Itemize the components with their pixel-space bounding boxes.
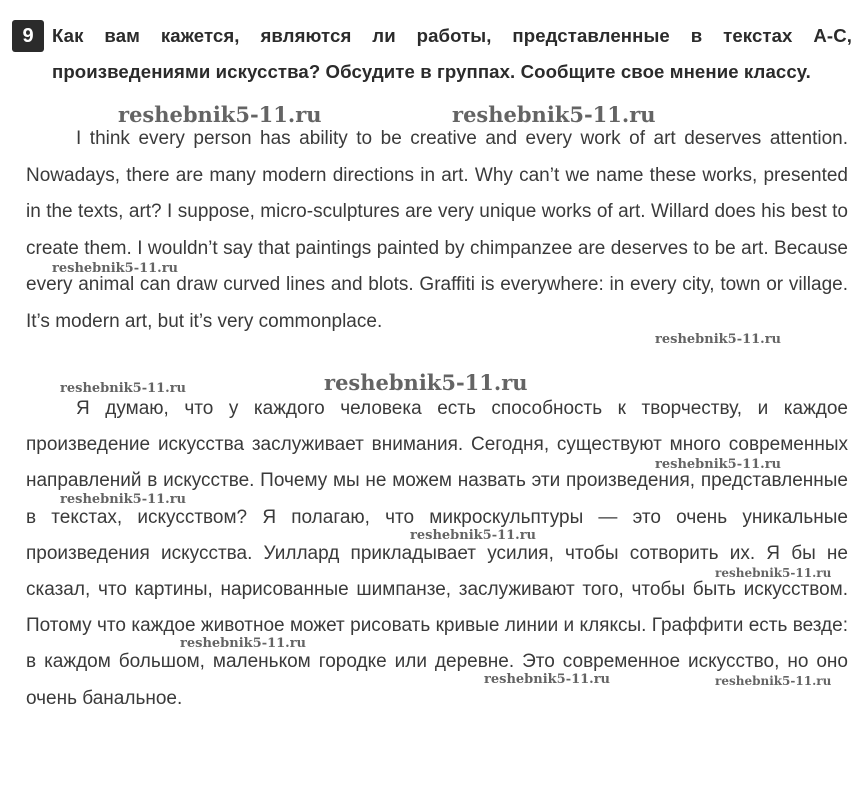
- watermark: reshebnik5-11.ru: [60, 381, 187, 396]
- task-instruction: Как вам кажется, являются ли работы, представленные в текстах А-С, произведениями искусства? Обсудите в группах. Сообщите свое мнение классу.: [52, 25, 852, 82]
- watermark: reshebnik5-11.ru: [452, 102, 656, 127]
- answer-english-paragraph: I think every person has ability to be creative and every work of art deserves attention. Nowadays, there are many modern directions in art. Why can’t we name these works, presented in the texts, art? I suppose, micro-sculptures are very unique works of art. Willard does his best to create them. I wouldn’t say that paintings painted by chimpanzee are deserves to be art. Because every animal can draw curved lines and blots. Graffiti is everywhere: in every city, town or village. It’s modern art, but it’s very commonplace.: [26, 128, 848, 332]
- watermark: reshebnik5-11.ru: [655, 457, 782, 472]
- watermark: reshebnik5-11.ru: [324, 370, 528, 395]
- watermark: reshebnik5-11.ru: [715, 566, 832, 580]
- answer-russian-paragraph: Я думаю, что у каждого человека есть способность к творчеству, и каждое произведение искусства заслуживает внимания. Сегодня, существуют много современных направлений в искусстве. Почему мы не можем назвать эти произведения, представленные в текстах, искусством? Я полагаю, что микроскульптуры — это очень уникальные произведения искусства. Уиллард прикладывает усилия, чтобы сотворить их. Я бы не сказал, что картины, нарисованные шимпанзе, заслуживают того, чтобы быть искусством. Потому что каждое животное может рисовать кривые линии и кляксы. Граффити есть везде: в каждом большом, маленьком городке или деревне. Это современное искусство, но оно очень банальное.: [26, 398, 848, 709]
- watermark: reshebnik5-11.ru: [180, 636, 307, 651]
- watermark: reshebnik5-11.ru: [60, 492, 187, 507]
- watermark: reshebnik5-11.ru: [715, 674, 832, 688]
- watermark: reshebnik5-11.ru: [52, 261, 179, 276]
- watermark: reshebnik5-11.ru: [655, 332, 782, 347]
- watermark: reshebnik5-11.ru: [410, 528, 537, 543]
- watermark: reshebnik5-11.ru: [484, 672, 611, 687]
- task-number-badge: 9: [12, 20, 44, 52]
- watermark: reshebnik5-11.ru: [118, 102, 322, 127]
